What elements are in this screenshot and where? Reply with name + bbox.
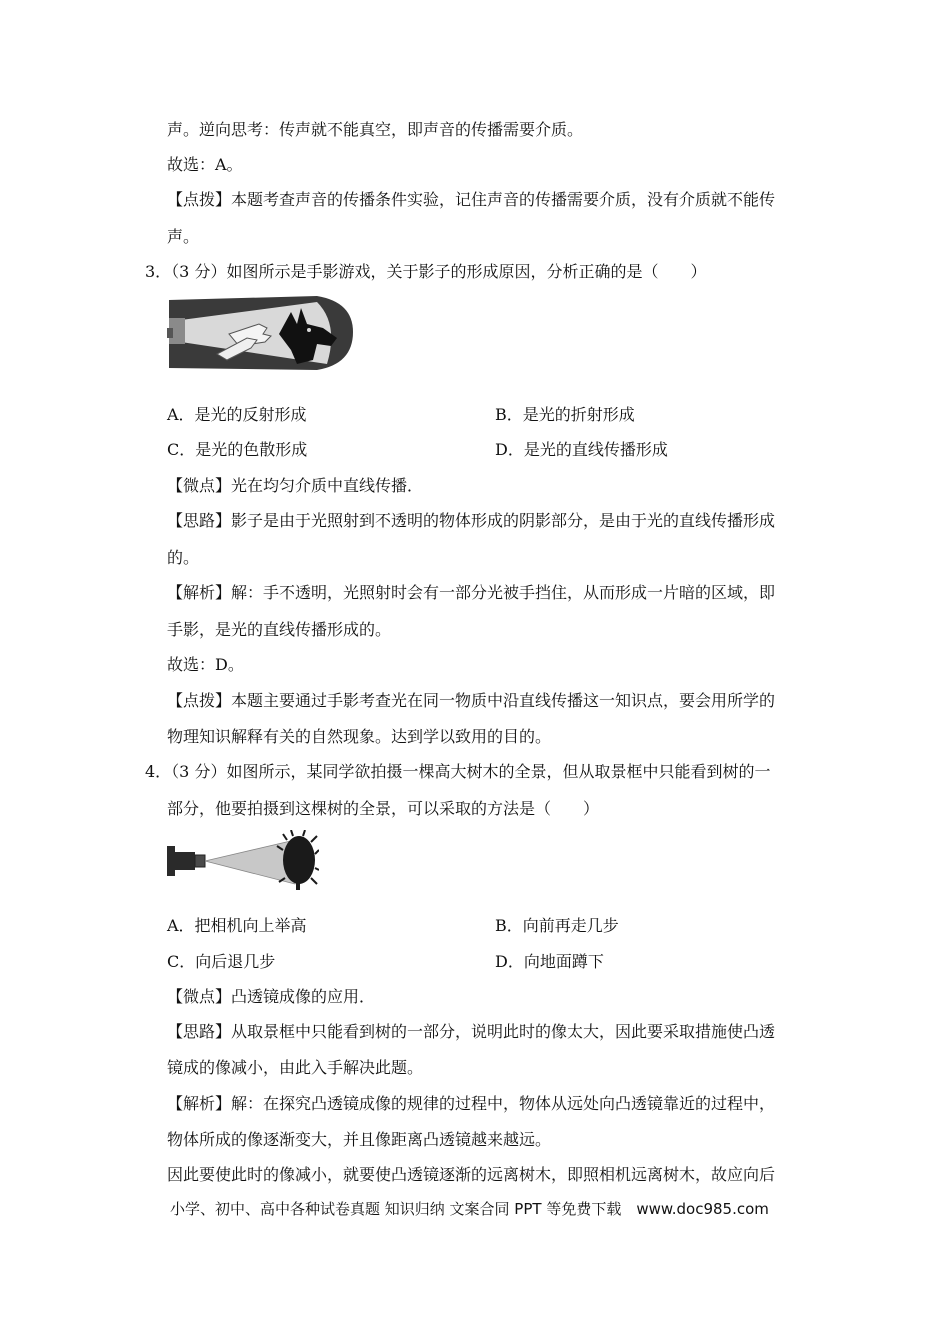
q3-idea-line-2: 的。: [167, 548, 200, 567]
q3-option-d: D．是光的直线传播形成: [495, 440, 668, 459]
q4-option-d: D．向地面蹲下: [495, 952, 604, 971]
q4-camera-tree-figure: [167, 830, 319, 892]
q3-tip-line-1: 【点拨】本题主要通过手影考查光在同一物质中沿直线传播这一知识点，要会用所学的: [167, 691, 776, 710]
q4-idea-line-2: 镜成的像减小，由此入手解决此题。: [167, 1058, 424, 1077]
prev-answer: 故选：A。: [167, 155, 243, 174]
prev-tip-line-2: 声。: [167, 227, 200, 246]
q3-stem: 3．（3 分）如图所示是手影游戏，关于影子的形成原因，分析正确的是（ ）: [145, 262, 707, 281]
q3-tip-line-2: 物理知识解释有关的自然现象。达到学以致用的目的。: [167, 727, 552, 746]
q3-analysis-line-2: 手影，是光的直线传播形成的。: [167, 620, 392, 639]
q4-point: 【微点】凸透镜成像的应用．: [167, 987, 376, 1006]
q4-analysis-line-3: 因此要使此时的像减小，就要使凸透镜逐渐的远离树木，即照相机远离树木，故应向后: [167, 1165, 776, 1184]
prev-tip-line-1: 【点拨】本题考查声音的传播条件实验，记住声音的传播需要介质，没有介质就不能传: [167, 190, 776, 209]
page-footer: 小学、初中、高中各种试卷真题 知识归纳 文案合同 PPT 等免费下载 www.doc985.com: [170, 1200, 769, 1218]
q3-option-b: B．是光的折射形成: [495, 405, 635, 424]
q4-option-b: B．向前再走几步: [495, 916, 619, 935]
q3-option-a: A．是光的反射形成: [167, 405, 307, 424]
q4-analysis-line-2: 物体所成的像逐渐变大，并且像距离凸透镜越来越远。: [167, 1130, 552, 1149]
q4-option-a: A．把相机向上举高: [167, 916, 307, 935]
q3-hand-shadow-figure: [167, 294, 355, 372]
prev-line-1: 声。逆向思考：传声就不能真空，即声音的传播需要介质。: [167, 120, 584, 139]
q4-idea-line-1: 【思路】从取景框中只能看到树的一部分，说明此时的像太大，因此要采取措施使凸透: [167, 1022, 776, 1041]
q3-answer: 故选：D。: [167, 655, 244, 674]
q3-option-c: C．是光的色散形成: [167, 440, 308, 459]
q4-stem-line-2: 部分，他要拍摄到这棵树的全景，可以采取的方法是（ ）: [167, 799, 600, 818]
q4-stem-line-1: 4．（3 分）如图所示，某同学欲拍摄一棵高大树木的全景，但从取景框中只能看到树的一: [145, 762, 771, 781]
q4-option-c: C．向后退几步: [167, 952, 276, 971]
q3-idea-line-1: 【思路】影子是由于光照射到不透明的物体形成的阴影部分，是由于光的直线传播形成: [167, 511, 776, 530]
q3-point: 【微点】光在均匀介质中直线传播．: [167, 476, 424, 495]
q4-analysis-line-1: 【解析】解：在探究凸透镜成像的规律的过程中，物体从远处向凸透镜靠近的过程中，: [167, 1094, 776, 1113]
q3-analysis-line-1: 【解析】解：手不透明，光照射时会有一部分光被手挡住，从而形成一片暗的区域，即: [167, 583, 776, 602]
